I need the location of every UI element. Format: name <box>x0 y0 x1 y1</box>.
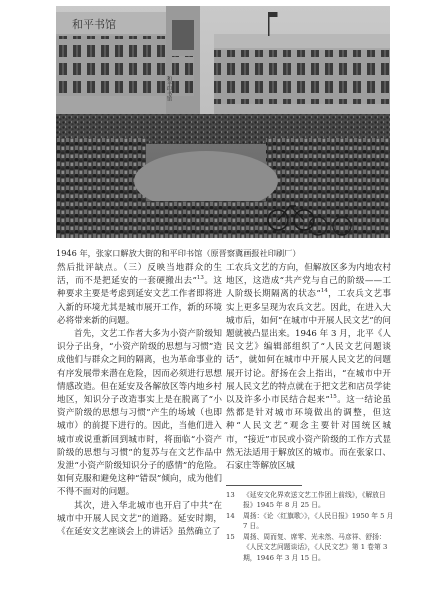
right-paragraph <box>226 262 391 473</box>
left-paragraph-continued <box>57 262 222 328</box>
footnote-text: 周扬、周而复、席零、光未然、马彦祥、舒扬：《人民文艺问题谈话》，《人民文艺》第 1 卷第 3 期，1946 年 3 月 15 日。 <box>243 533 388 562</box>
footnote-item <box>226 532 394 562</box>
photo-caption: 1946 年，张家口解放大街的和平印书馆（原晋察冀画报社印刷厂） <box>56 248 301 258</box>
left-building-sign: 和平书馆 <box>72 18 116 31</box>
right-p1b: ，工农兵文艺事实上更多呈现为农兵文艺。因此，在进入大城市后，如何“在城市中开展人民文艺”的问题就被凸显出来。1946 年 3 月，北平《人民文艺》编辑部组织了“人民文艺问题谈话”，就如何在城市中开展人民文艺的问题展开讨论。舒扬在会上指出，“在城市中开展人民文艺的特点就在于把文艺和店员学徒以及许多小市民结合起来” <box>226 289 391 406</box>
historical-photo <box>56 6 390 238</box>
footnote-ref-13: 13 <box>196 275 204 282</box>
footnote-text: 《延安文化界欢送文艺工作团上前线》，《解放日报》1945 年 8 月 25 日。 <box>243 491 386 510</box>
left-paragraph-first: 首先，文艺工作者大多为小资产阶级知识分子出身，“小资产阶级的思想与习惯”造成他们与群众之间的隔离，也为革命事业的有序发展带来潜在危险，因而必须进行思想情感改造。但在延安及各解放区等内地乡村地区，知识分子改造事实上是在脱离了“小资产阶级的思想与习惯”产生的场域（也即城市）的前提下进行的。因此，当他们进入城市或说重新回到城市时，将面临“小资产阶级的思想与习惯”的复苏与在文艺作品中发泄“小资产阶级知识分子的感情”的危险。如何克服和避免这种“错误”倾向，成为他们不得不面对的问题。 <box>57 329 222 498</box>
left-paragraph-second: 其次，进入华北城市也开启了中共“在城市中开展人民文艺”的道路。延安时期，《在延安文艺座谈会上的讲话》虽然确立了 <box>57 500 222 538</box>
right-p1c: 。这一结论虽然都是针对城市环境做出的调整，但这种“人民文艺”观念主要针对国统区城市，“接近”市民或小资产阶级的工作方式显然无法适用于解放区的城市。而在张家口、石家庄等解放区城 <box>226 395 391 472</box>
right-text-column <box>226 262 391 473</box>
footnote-ref-15: 15 <box>329 394 337 401</box>
street-crowd-photo <box>56 6 390 238</box>
left-p1-text: 然后批评缺点。（三）反映当地群众的生活，而不是把延安的一套硬搬出去” <box>57 263 222 287</box>
tower-sign: 和平印书馆 <box>166 76 172 101</box>
footnote-number: 13 <box>226 491 235 499</box>
footnote-ref-14: 14 <box>320 288 328 295</box>
left-p1-rest: 。这种要求主要是考虑到延安文艺工作者即将进入新的环境尤其是城市展开工作，新的环境必将带来新的问题。 <box>57 276 222 326</box>
footnote-text: 周扬：《论〈红旗歌〉》，《人民日报》1950 年 5 月 7 日。 <box>243 512 394 531</box>
footnote-divider <box>226 485 302 486</box>
footnote-number: 15 <box>226 533 235 542</box>
right-p1a: 工农兵文艺的方向，但解放区多为内地农村地区，这造成“共产党与自己的阶级——工人阶级长期隔离的状态” <box>226 263 391 300</box>
footnote-number: 14 <box>226 512 235 521</box>
left-text-column <box>57 262 222 539</box>
footnotes <box>226 490 394 564</box>
footnote-item <box>226 511 394 531</box>
footnote-item <box>226 490 394 510</box>
